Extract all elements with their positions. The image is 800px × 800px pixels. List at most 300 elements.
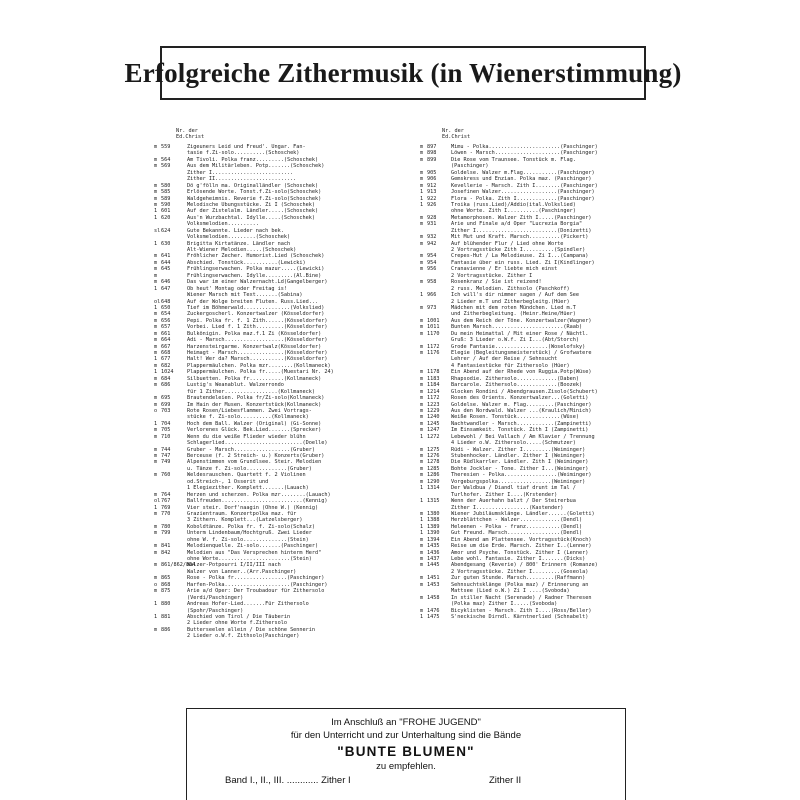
- edition-type: m: [420, 594, 424, 601]
- catalog-number: 897: [427, 144, 437, 150]
- edition-type: m: [420, 407, 424, 414]
- catalog-number: 569: [161, 163, 171, 170]
- edition-type: ol: [154, 298, 161, 305]
- catalog-number: 1290: [427, 478, 440, 485]
- edition-type: m: [420, 150, 424, 157]
- edition-type: m: [420, 543, 424, 550]
- catalog-number: 926: [427, 201, 437, 208]
- entry-text: Stubenhocker. Ländler. Zither I (Weiminger): [451, 453, 586, 459]
- edition-type: m: [420, 401, 424, 408]
- catalog-number: 865: [161, 575, 171, 582]
- edition-type: m: [420, 446, 424, 453]
- entry-text: Zither I..........................: [187, 169, 294, 176]
- catalog-number: 667: [161, 343, 171, 350]
- edition-type: m: [154, 575, 158, 582]
- entry-text: Flora - Polka. Zith I.............(Paschinger): [451, 195, 595, 202]
- edition-type: m: [420, 395, 424, 402]
- edition-type: 1: [154, 369, 158, 376]
- catalog-number: 664: [161, 337, 171, 344]
- entry-text: Walzer von Lanner..(Arr.Paschinger): [187, 568, 297, 575]
- edition-type: 1: [420, 292, 424, 299]
- catalog-number: 1286: [427, 472, 440, 479]
- entry-text: Ob heut' Montag oder Freitag is!: [187, 285, 287, 292]
- entry-text: Die Rose vom Traunsee. Tonstück m. Flag.: [451, 156, 576, 163]
- catalog-number: 881: [161, 613, 171, 620]
- catalog-number: 1172: [427, 343, 440, 350]
- edition-type: m: [420, 459, 424, 466]
- entry-text: Gruber - Marsch..................(Gruber): [187, 446, 316, 453]
- entry-text: Grazientraum. Konzertpolka maz. für: [187, 510, 297, 517]
- edition-type: m: [154, 491, 158, 498]
- edition-type: m: [154, 253, 158, 260]
- entry-text: Pepi. Polka fr. f. 1 Zith......(Kösseldorfer): [187, 317, 328, 324]
- edition-type: m: [154, 446, 158, 453]
- entry-text: Plappermäulchen. Polka mzr........(Kollmaneck): [187, 362, 331, 369]
- entry-text: Aus'n Wurzbachtal. Idylle.....(Schoschek): [187, 214, 316, 221]
- edition-type: m: [420, 176, 424, 183]
- entry-text: ohne W. f. Zi-solo..............(Stein): [187, 536, 309, 543]
- catalog-number: 601: [161, 208, 171, 215]
- catalog-number: 954: [427, 253, 437, 260]
- entry-text: Du mein Heimattal / Mit einer Rose / Nächtl.: [451, 330, 589, 337]
- edition-type: m: [154, 266, 158, 273]
- catalog-number: 695: [161, 395, 171, 402]
- edition-type: 1: [420, 530, 424, 537]
- entry-text: Die Rüdlkarrler. Ländler. Zith I (Weiminger): [451, 459, 589, 466]
- entry-text: Am Tivoli. Polka franz.........(Schoschek): [187, 156, 319, 163]
- catalog-number: 922: [427, 195, 437, 202]
- edition-type: m: [420, 324, 424, 331]
- edition-type: m: [154, 337, 158, 344]
- catalog-number: 1024: [161, 369, 174, 376]
- entry-text: Bulkönigin. Polka maz.f.1 Zi (Kösseldorfer): [187, 330, 322, 337]
- entry-text: Sehnsuchtsklänge (Polka maz) / Erinnerung an: [451, 581, 589, 588]
- catalog-number: 1276: [427, 453, 440, 459]
- catalog-number: 1275: [427, 446, 440, 453]
- catalog-number: 1458: [427, 594, 440, 601]
- page-title: Erfolgreiche Zithermusik (in Wienerstimmung): [124, 57, 682, 88]
- entry-text: Herzblättchen - Walzer.............(Dendl): [451, 517, 583, 524]
- edition-type: m: [420, 375, 424, 382]
- entry-text: Fröhlicher Zecher. Humorist.Lied (Schoschek): [187, 253, 325, 260]
- entry-text: S'neckische Dirndl. Kärntnerlied (Schnabelt): [451, 613, 589, 620]
- edition-type: m: [420, 343, 424, 350]
- catalog-number: 1394: [427, 536, 440, 543]
- edition-type: m: [420, 221, 424, 228]
- entry-text: 2 Lieder o.W.f. Zithsolo(Paschinger): [187, 633, 300, 640]
- entry-text: 4 Lieder o.W. Zithersolo.....(Schmutzer): [451, 440, 576, 447]
- entry-text: ohne Worte.......................(Stein): [187, 556, 312, 562]
- column-header-line: Ed.Christ: [442, 134, 471, 141]
- catalog-number: 1247: [427, 427, 440, 434]
- catalog-number: 684: [161, 375, 171, 382]
- edition-type: 1: [420, 523, 424, 530]
- catalog-number: 744: [161, 446, 171, 453]
- edition-type: m: [420, 581, 424, 588]
- catalog-number: 705: [161, 427, 171, 434]
- catalog-number: 1001: [427, 317, 440, 324]
- entry-text: Gut Freund. Marsch.................(Dendl): [451, 530, 583, 537]
- entry-text: od.Streich-, 1 Osserit und: [187, 478, 269, 485]
- edition-type: 1: [154, 285, 158, 292]
- edition-type: m: [154, 156, 158, 163]
- entry-text: Aus den Nordwald. Walzer ...(Kraulich/Minich): [451, 407, 592, 414]
- entry-text: Erlösende Worte. Tonst.f.Zi-solo(Schoschek): [187, 189, 322, 196]
- column-header: [154, 128, 384, 144]
- entry-text: Wiener Jubiläumsklänge. Ländler......(Goletti): [451, 510, 595, 517]
- edition-type: m: [420, 388, 424, 395]
- catalog-number: 770: [161, 510, 171, 517]
- edition-type: m: [154, 350, 158, 356]
- edition-type: m: [420, 453, 424, 459]
- catalog-column-left: [154, 128, 384, 640]
- entry-text: Josefinen Walzer..................(Paschinger): [451, 189, 595, 196]
- entry-text: Adi - Marsch...................(Kösseldorfer): [187, 337, 328, 344]
- entry-text: Abschied vom Tirol / Die Täuberin: [187, 613, 291, 620]
- catalog-number: 1390: [427, 530, 440, 537]
- entry-text: und Zitherbegleitung. (Heinr.Heine/Hüer): [451, 311, 576, 318]
- entry-text: Goldelse. Walzer m. Flag.........(Paschinger): [451, 401, 592, 408]
- catalog-number: 1272: [427, 433, 440, 440]
- catalog-number: 1184: [427, 382, 440, 389]
- catalog-number: 1445: [427, 562, 440, 569]
- catalog-number: 589: [161, 195, 171, 202]
- entry-text: Lustig's Weanablut. Walzerrondo: [187, 382, 284, 389]
- catalog-number: 966: [427, 292, 437, 299]
- edition-type: m: [154, 433, 158, 440]
- entry-text: Heimagt - Marsch...............(Kösseldorfer): [187, 350, 328, 356]
- entry-text: Ballfreuden..........................(Kennig): [187, 498, 328, 505]
- entry-text: Rhapsodie. Zithersolo.............(Daben): [451, 375, 580, 382]
- edition-type: 1: [154, 613, 158, 620]
- edition-type: ol: [154, 498, 161, 505]
- entry-text: Auf blühender Flur / Lied ohne Worte: [451, 240, 564, 247]
- entry-text: Butterseelen allein / Die schöne Sennerin: [187, 626, 316, 633]
- entry-text: Heleenen - Polka - franz...........(Dendl): [451, 523, 583, 530]
- catalog-number: 644: [161, 259, 171, 266]
- entry-text: (Paschinger): [451, 163, 489, 170]
- edition-type: 1: [154, 504, 158, 511]
- edition-type: m: [420, 510, 424, 517]
- edition-type: m: [420, 420, 424, 427]
- entry-text: 2 russ. Melodien. Zithsolo (Paschkoff): [451, 285, 570, 292]
- edition-type: m: [154, 144, 158, 150]
- entry-text: Volksmelodien..........: [187, 221, 259, 228]
- edition-type: m: [154, 626, 158, 633]
- entry-text: Rüdi - Walzer. Zither I.........(Weiminger): [451, 446, 586, 453]
- entry-text: Cranavienne / Er liebte mich einst: [451, 266, 558, 273]
- edition-type: m: [420, 214, 424, 221]
- catalog-entry: [154, 633, 384, 639]
- catalog-number: 842: [161, 549, 171, 556]
- entry-text: Der Waldbua / Diandl tiaf drunt im Tal /: [451, 485, 576, 492]
- entry-text: Weiße Rosen. Tonstück..............(Wüse): [451, 414, 580, 421]
- catalog-number: 703: [161, 407, 171, 414]
- entry-text: Rote Rosen/Liebesflammen. Zwei Vortrags-: [187, 407, 312, 414]
- catalog-number: 1245: [427, 420, 440, 427]
- catalog-number: 1453: [427, 581, 440, 588]
- promo-band-zither-1: Band I., II., III. ............ Zither I: [225, 775, 351, 786]
- entry-text: Ein Abend am Plattensee. Vortragsstück(Knoch): [451, 536, 592, 543]
- entry-text: Harzensteirgarme. Konzertwalz(Kösseldorfer): [187, 343, 322, 350]
- catalog-number: 656: [161, 317, 171, 324]
- edition-type: m: [420, 304, 424, 311]
- edition-type: m: [420, 350, 424, 356]
- edition-type: m: [420, 317, 424, 324]
- entry-text: Aus dem Reich der Töne. Konzertwalzer(Wagner): [451, 317, 592, 324]
- entry-text: Mit Mut und Kraft. Marsch..........(Pickert): [451, 234, 589, 241]
- entry-text: Gute Bekannte. Lieder nach bek.: [187, 227, 284, 234]
- edition-type: m: [420, 279, 424, 286]
- edition-type: m: [154, 472, 158, 479]
- entry-text: Fantasie über ein russ. Lied. Zi I(Kindlinger): [451, 259, 595, 266]
- edition-type: m: [420, 478, 424, 485]
- edition-type: m: [420, 427, 424, 434]
- catalog-number: 905: [427, 169, 437, 176]
- entry-text: Lehrer / Auf der Reise / Sehnsucht: [451, 356, 558, 363]
- catalog-number: 1436: [427, 549, 440, 556]
- edition-type: m: [154, 530, 158, 537]
- catalog-number: 648: [161, 298, 171, 305]
- catalog-number: 841: [161, 543, 171, 550]
- edition-type: 1: [154, 214, 158, 221]
- entry-text: Zither II..........................: [187, 176, 297, 183]
- entry-text: Zur guten Stunde. Marsch.........(Raffmann): [451, 575, 586, 582]
- entry-text: ohne Worte. Zith I..........(Paschinger): [451, 208, 576, 215]
- entry-text: Frühlingserwachen. Idylle.........(Al.Bine): [187, 272, 322, 279]
- edition-type: m: [154, 195, 158, 202]
- edition-type: m: [154, 189, 158, 196]
- entry-text: Walzer-Potpourri I/II/III nach: [187, 562, 281, 569]
- entry-text: Hoch dem Ball. Walzer (Original) (Gi-Sonne): [187, 420, 322, 427]
- entry-text: Wiener Marsch mit Text.......(Sabina): [187, 292, 303, 299]
- edition-type: 1: [154, 356, 158, 363]
- edition-type: m: [154, 395, 158, 402]
- entry-text: 1 Elegiezither. Komplett.......(Lauach): [187, 485, 309, 492]
- edition-type: m: [154, 330, 158, 337]
- entry-text: Waldgeheimnis. Reverie f.Zi-solo(Schoschek): [187, 195, 322, 202]
- catalog-number: 1451: [427, 575, 440, 582]
- catalog-number: 580: [161, 182, 171, 189]
- entry-text: Grode Fantasie.................(Woselofsky): [451, 343, 586, 350]
- entry-text: Arie a/d Oper: Der Troubadour für Zithersolo: [187, 588, 325, 595]
- entry-text: Brautendeleien. Polka fr/Zi-solo(Kollmaneck): [187, 395, 325, 402]
- catalog-number: 590: [161, 201, 171, 208]
- catalog-number: 958: [427, 279, 437, 286]
- entry-text: Lebewohl / Bei Vallach / Am Klavier / Trennung: [451, 433, 595, 440]
- edition-type: m: [154, 362, 158, 369]
- entry-text: Wenn der Auerhahn balzt / Der Steirerbua: [451, 498, 576, 505]
- catalog-number: 1315: [427, 498, 440, 505]
- entry-text: Reise um die Erde. Marsch. Zither I..(Lenner): [451, 543, 592, 550]
- promo-series-title: "BUNTE BLUMEN": [337, 744, 475, 759]
- catalog-number: 668: [161, 350, 171, 356]
- catalog-number: 886: [161, 626, 171, 633]
- entry-text: Kevellerie - Marsch. Zith I........(Paschinger): [451, 182, 598, 189]
- edition-type: 1: [420, 498, 424, 505]
- entry-text: Gemskress und Enzian. Polka maz. (Paschinger): [451, 176, 592, 183]
- entry-text: Löwen - Marsch.....................(Paschinger): [451, 150, 598, 157]
- catalog-number: 906: [427, 176, 437, 183]
- column-header-line: Nr. der: [442, 128, 464, 134]
- entry-text: Alpenstimmen vom Grundlsee. Steir. Melodien: [187, 459, 322, 466]
- entry-text: Tief im Böhmerwald...............(Volkslied): [187, 304, 325, 311]
- entry-text: Bunten Marsch.......................(Raab): [451, 324, 583, 331]
- catalog-number: 677: [161, 356, 171, 363]
- catalog-number: 899: [427, 156, 437, 163]
- edition-type: m: [154, 510, 158, 517]
- entry-text: Herzen und scherzen. Polka mzr........(Lauach): [187, 491, 331, 498]
- catalog-number: 868: [161, 581, 171, 588]
- catalog-number: 749: [161, 459, 171, 466]
- entry-text: für 1 Zither.................(Kollmaneck): [187, 388, 316, 395]
- catalog-number: 912: [427, 182, 437, 189]
- entry-text: Dö g'fölln ma. Originalländler (Schoschek): [187, 182, 319, 189]
- edition-type: m: [154, 382, 158, 389]
- edition-type: 1: [420, 195, 424, 202]
- entry-text: Elegie (Begleitungsmeisterstück) / Grofwatere: [451, 350, 592, 356]
- catalog-number: 641: [161, 253, 171, 260]
- entry-text: Abschied. Tonstück...........(Lewicki): [187, 259, 306, 266]
- entry-text: Vorbei. Lied f. 1 Zith.........(Kösseldorfer): [187, 324, 328, 331]
- edition-type: 1: [420, 433, 424, 440]
- catalog-number: 799: [161, 530, 171, 537]
- edition-type: 1: [154, 240, 158, 247]
- entry-text: 3 Zithern. Komplett...(Latzelsberger): [187, 517, 303, 524]
- catalog-number: 1475: [427, 613, 440, 620]
- entry-text: Zither I.................(Kastender): [451, 504, 564, 511]
- catalog-number: 1285: [427, 465, 440, 472]
- catalog-number: 1178: [427, 369, 440, 376]
- catalog-number: 699: [161, 401, 171, 408]
- catalog-number: 624: [161, 227, 171, 234]
- entry-text: Goldelse. Walzer m.Flag...........(Paschinger): [451, 169, 595, 176]
- catalog-number: 704: [161, 420, 171, 427]
- catalog-number: 630: [161, 240, 171, 247]
- entry-text: Nachtwandler - Marsch............(Zampinetti): [451, 420, 592, 427]
- catalog-number: 1011: [427, 324, 440, 331]
- catalog-number: 1176: [427, 350, 440, 356]
- catalog-number: 585: [161, 189, 171, 196]
- edition-type: m: [154, 562, 158, 569]
- entry-text: Auf der Zistelalm. Ländler.....(Schoschek): [187, 208, 319, 215]
- edition-type: m: [420, 465, 424, 472]
- edition-type: m: [420, 536, 424, 543]
- catalog-number: 645: [161, 266, 171, 273]
- entry-text: Im Einsamkeit. Tonstück. Zith I (Zampinetti): [451, 427, 589, 434]
- entry-text: u. Tänze f. Zi-solo.............(Gruber): [187, 465, 312, 472]
- edition-type: m: [420, 556, 424, 562]
- catalog-number: 646: [161, 279, 171, 286]
- catalog-number: 973: [427, 304, 437, 311]
- entry-text: 2 Vortragsstücke. Zither I: [451, 272, 533, 279]
- entry-text: Zither I..........................(Donizetti): [451, 227, 592, 234]
- entry-text: Mattsee (Lied o.W.) Zi I ....(Svoboda): [451, 588, 570, 595]
- entry-text: Harfen-Polka.....................(Paschinger): [187, 581, 328, 588]
- entry-text: Melodienquelle. Zi-solo.......(Paschinger): [187, 543, 319, 550]
- catalog-number: 875: [161, 588, 171, 595]
- catalog-number: 1170: [427, 330, 440, 337]
- edition-type: m: [154, 401, 158, 408]
- catalog-number: 1476: [427, 607, 440, 614]
- entry-text: Bohte Jockler - Tone. Zither I...(Weiminger): [451, 465, 589, 472]
- catalog-number: 861/862/864: [161, 562, 196, 569]
- entry-text: Koboldtänze. Polka fr. f. Zi-solo(Schalz): [187, 523, 316, 530]
- entry-text: Wenn du die weiße Flieder wieder blühn: [187, 433, 306, 440]
- entry-text: Mädchen mit dem roten Mündchen. Lied m.T: [451, 304, 576, 311]
- entry-text: (Polka maz) Zither I.....(Svoboda): [451, 601, 558, 608]
- edition-type: m: [420, 575, 424, 582]
- promo-box: [186, 708, 626, 800]
- catalog-number: 1435: [427, 543, 440, 550]
- edition-type: m: [420, 369, 424, 376]
- entry-text: Abendgesang (Reverie) / 800' Erinnern (Romanze): [451, 562, 598, 569]
- catalog-column-right: [420, 128, 652, 620]
- promo-line-1: Im Anschluß an "FROHE JUGEND": [331, 717, 481, 728]
- catalog-number: 769: [161, 504, 171, 511]
- entry-text: (Spohr/Paschinger): [187, 607, 244, 614]
- edition-type: m: [154, 163, 158, 170]
- catalog-number: 620: [161, 214, 171, 221]
- entry-text: Glocken Rondini / Abendgrausen.Zisolo(Schubert): [451, 388, 598, 395]
- catalog-number: 650: [161, 304, 171, 311]
- catalog-number: 1223: [427, 401, 440, 408]
- edition-type: m: [154, 311, 158, 318]
- promo-band-line: [187, 775, 625, 789]
- edition-type: sl: [154, 227, 161, 234]
- catalog-number: 898: [427, 150, 437, 157]
- edition-type: 1: [420, 517, 424, 524]
- catalog-number: 1183: [427, 375, 440, 382]
- catalog-number: 1437: [427, 556, 440, 562]
- entry-text: Unterm Lindenbaum/Hochtgruß. Zwei Lieder: [187, 530, 312, 537]
- entry-text: Vorgeburgspolka.................(Weiminger): [451, 478, 586, 485]
- edition-type: 1: [154, 420, 158, 427]
- edition-type: 1: [154, 304, 158, 311]
- entry-text: 2 Lieder ohne Worte f.Zithersolo: [187, 620, 287, 627]
- catalog-number: 1278: [427, 459, 440, 466]
- edition-type: m: [420, 414, 424, 421]
- catalog-number: 1214: [427, 388, 440, 395]
- promo-line-4: zu empfehlen.: [376, 761, 436, 772]
- entry-text: Arie und Finale a/d Oper "Lucrezia Borgia": [451, 221, 583, 228]
- edition-type: m: [420, 144, 424, 150]
- entry-text: Amor und Psyche. Tonstück. Zither I (Lenner): [451, 549, 589, 556]
- entry-text: Plappermäulchen. Polka fr.....(Muestari Nr. 24): [187, 369, 334, 376]
- entry-text: Berceuse (f. 2 Streich- u.) Konzerts(Gruber): [187, 453, 325, 459]
- entry-text: Rosenkranz / Sie ist reizend!: [451, 279, 542, 286]
- entry-text: Turlhofer. Zither I....(Krstender): [451, 491, 558, 498]
- catalog-number: 657: [161, 324, 171, 331]
- edition-type: m: [420, 382, 424, 389]
- entry-text: Frühlingserwachen. Polka mazur.....(Lewicki): [187, 266, 325, 273]
- promo-band-zither-2: Zither II: [489, 775, 522, 786]
- catalog-number: 564: [161, 156, 171, 163]
- catalog-number: 747: [161, 453, 171, 459]
- edition-type: m: [420, 562, 424, 569]
- entry-text: tasie f.Zi-solo..........(Schoschek): [187, 150, 300, 157]
- edition-type: m: [154, 343, 158, 350]
- entry-text: 2 Vortragsstücke. Zither I.........(Goseola): [451, 568, 589, 575]
- catalog-number: 932: [427, 234, 437, 241]
- edition-type: m: [154, 201, 158, 208]
- edition-type: m: [154, 182, 158, 189]
- catalog-number: 767: [161, 498, 171, 505]
- edition-type: m: [420, 253, 424, 260]
- edition-type: m: [154, 549, 158, 556]
- catalog-number: 1389: [427, 523, 440, 530]
- edition-type: m: [420, 549, 424, 556]
